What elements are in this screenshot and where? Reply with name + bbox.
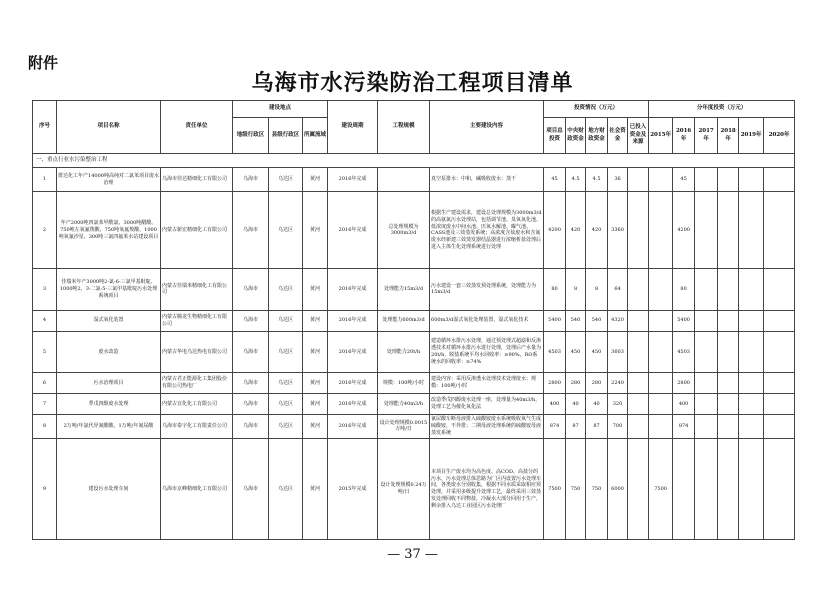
cell-local: 450	[586, 331, 608, 373]
cell-empty	[764, 192, 795, 269]
cell-region: 乌海市	[233, 269, 269, 311]
cell-social: 320	[608, 394, 628, 415]
cell-empty	[739, 414, 764, 438]
cell-empty	[695, 310, 718, 331]
cell-region: 乌海市	[233, 168, 269, 192]
header-scale: 工程规模	[378, 101, 430, 154]
table-row	[33, 192, 795, 269]
cell-name: 年产2000吨四氯苯甲酰氯、3000吨醋酸、750吨左氧氟羧酸、750吨氧氟羧酸、1000吨氧氟沙星、300吨三氯四氟苯水站建设项目	[57, 192, 161, 269]
cell-empty	[718, 439, 739, 540]
table-row	[33, 394, 795, 415]
table-row	[33, 310, 795, 331]
cell-y2016: 2800	[673, 373, 695, 394]
cell-content: 真空泵排水：中和，碱吸收废水：蒸干	[430, 168, 544, 192]
cell-empty	[739, 394, 764, 415]
cell-y2016: 80	[673, 269, 695, 311]
header-central: 中央财政资金	[566, 118, 586, 154]
cell-empty	[764, 269, 795, 311]
cell-empty	[695, 168, 718, 192]
cell-name: 佳瑞米年产3000吨2-氯-6-三氯甲基吡啶、1000吨2，3-二氯-5-三氯甲基吡啶污水处理系统项目	[57, 269, 161, 311]
cell-local: 8	[586, 269, 608, 311]
header-county: 县级行政区	[269, 118, 303, 154]
cell-seq: 4	[33, 310, 57, 331]
cell-seq: 2	[33, 192, 57, 269]
cell-content: 氰尿酸车断母液排入硫酸铵废水系统吸收氧气生成硫酸铵，不外排；二期母液处理系统的硫酸铵母液蒸发系统	[430, 414, 544, 438]
cell-scale: 总处理规模为3000m3/d	[378, 192, 430, 269]
table-row	[33, 331, 795, 373]
cell-arranged	[628, 168, 649, 192]
cell-period: 2016年完成	[328, 192, 378, 269]
cell-y2015	[649, 331, 673, 373]
cell-empty	[718, 192, 739, 269]
cell-empty	[718, 394, 739, 415]
header-year-2017: 2017年	[695, 118, 718, 154]
cell-unit: 乌海市京峰精细化工有限公司	[161, 439, 233, 540]
cell-arranged	[628, 439, 649, 540]
cell-name: 季戊四醇废水处理	[57, 394, 161, 415]
cell-central: 4.5	[566, 168, 586, 192]
cell-central: 40	[566, 394, 586, 415]
cell-central: 450	[566, 331, 586, 373]
cell-scale	[378, 168, 430, 192]
header-unit: 责任单位	[161, 101, 233, 154]
cell-central: 8	[566, 269, 586, 311]
cell-empty	[695, 331, 718, 373]
cell-y2016: 5400	[673, 310, 695, 331]
header-year-2019: 2019年	[739, 118, 764, 154]
cell-empty	[764, 331, 795, 373]
table-row	[33, 168, 795, 192]
cell-total: 874	[544, 414, 566, 438]
cell-basin: 黄河	[303, 192, 328, 269]
cell-y2015	[649, 168, 673, 192]
cell-basin: 黄河	[303, 439, 328, 540]
cell-region: 乌海市	[233, 373, 269, 394]
cell-seq: 5	[33, 331, 57, 373]
cell-arranged	[628, 192, 649, 269]
cell-total: 2800	[544, 373, 566, 394]
cell-social: 64	[608, 269, 628, 311]
cell-name: 排达化工年产14000吨高纯对二氯苯项目废水治理	[57, 168, 161, 192]
cell-seq: 1	[33, 168, 57, 192]
cell-y2015	[649, 414, 673, 438]
cell-empty	[718, 168, 739, 192]
cell-local: 750	[586, 439, 608, 540]
cell-empty	[739, 310, 764, 331]
cell-empty	[739, 439, 764, 540]
cell-social: 2240	[608, 373, 628, 394]
cell-unit: 内蒙古君正能源化工集团股份有限公司热电厂	[161, 373, 233, 394]
cell-scale: 处理能力15m3/d	[378, 269, 430, 311]
cell-social: 6000	[608, 439, 628, 540]
cell-content: 建设内容：采用反渗透水处理技术处理废水；规模：100吨/小时	[430, 373, 544, 394]
cell-empty	[695, 439, 718, 540]
header-content: 主要建设内容	[430, 101, 544, 154]
cell-empty	[739, 331, 764, 373]
cell-empty	[718, 269, 739, 311]
header-annual-group: 分年度投资（万元）	[649, 101, 795, 118]
cell-empty	[764, 414, 795, 438]
cell-county: 乌达区	[269, 373, 303, 394]
cell-seq: 7	[33, 394, 57, 415]
cell-period: 2016年完成	[328, 414, 378, 438]
cell-empty	[739, 168, 764, 192]
cell-content: 600m3/d湿式氧化处理装置，湿式氧化技术	[430, 310, 544, 331]
header-period: 建设周期	[328, 101, 378, 154]
cell-empty	[739, 269, 764, 311]
cell-county: 乌达区	[269, 168, 303, 192]
cell-empty	[764, 310, 795, 331]
cell-social: 3603	[608, 331, 628, 373]
cell-period: 2016年完成	[328, 168, 378, 192]
cell-arranged	[628, 269, 649, 311]
cell-scale: 处理能力40m3/h	[378, 394, 430, 415]
cell-content: 本项目生产废水均为高色度、高COD、高盐分的污水，污水处理总体思路为厂区内设置污水处理车间，各类废水分别收集，根据不同水质采取相应预处理，并采用多级提升处理工艺，最终采用三效蒸发处理回收不同物盐，冷凝水大部分回用于生产，剩余排入乌达工业园区污水处理厂	[430, 439, 544, 540]
cell-seq: 6	[33, 373, 57, 394]
cell-y2016: 400	[673, 394, 695, 415]
cell-local: 540	[586, 310, 608, 331]
cell-y2016: 45	[673, 168, 695, 192]
cell-unit: 内蒙古佳瑞米精细化工有限公司	[161, 269, 233, 311]
cell-local: 40	[586, 394, 608, 415]
header-invest-group: 投资情况（万元）	[544, 101, 649, 118]
cell-unit: 乌海市佳达精细化工有限公司	[161, 168, 233, 192]
cell-arranged	[628, 331, 649, 373]
cell-period: 2016年完成	[328, 331, 378, 373]
cell-empty	[739, 192, 764, 269]
cell-county: 乌达区	[269, 414, 303, 438]
page-number: — 37 —	[387, 547, 438, 562]
cell-arranged	[628, 394, 649, 415]
cell-local: 87	[586, 414, 608, 438]
cell-basin: 黄河	[303, 414, 328, 438]
cell-local: 420	[586, 192, 608, 269]
cell-period: 2016年完成	[328, 310, 378, 331]
table-row	[33, 414, 795, 438]
cell-y2015	[649, 394, 673, 415]
cell-scale: 设计处理规模0.0015万吨/日	[378, 414, 430, 438]
cell-arranged	[628, 310, 649, 331]
cell-county: 乌达区	[269, 394, 303, 415]
cell-empty	[695, 269, 718, 311]
cell-name: 污水治理项目	[57, 373, 161, 394]
cell-total: 4503	[544, 331, 566, 373]
cell-region: 乌海市	[233, 331, 269, 373]
cell-seq: 9	[33, 439, 57, 540]
document-title: 乌海市水污染防治工程项目清单	[251, 70, 574, 96]
header-local: 地方财政资金	[586, 118, 608, 154]
cell-total: 400	[544, 394, 566, 415]
cell-region: 乌海市	[233, 310, 269, 331]
cell-content: 改造季戊四醇废水处理一座，处理量为40m3/h，处理工艺为催化氧化法	[430, 394, 544, 415]
cell-period: 2016年完成	[328, 394, 378, 415]
header-social: 社会资金	[608, 118, 628, 154]
cell-empty	[695, 192, 718, 269]
cell-county: 乌达区	[269, 269, 303, 311]
cell-social: 4320	[608, 310, 628, 331]
cell-name: 废水改造	[57, 331, 161, 373]
cell-y2015: 7500	[649, 439, 673, 540]
cell-content: 建造循环水排污水处理，通过预处理式超滤和反渗透技术对循环水排污水进行处理，处理后产水量为20t/h，脱盐系统平均水回收率：≥90%，RO系统水的回收率：≥74%	[430, 331, 544, 373]
cell-total: 7500	[544, 439, 566, 540]
header-seq: 序号	[33, 101, 57, 154]
header-total: 项目总投资	[544, 118, 566, 154]
cell-y2015	[649, 192, 673, 269]
project-table	[32, 100, 795, 540]
cell-empty	[695, 414, 718, 438]
cell-empty	[695, 373, 718, 394]
cell-name: 湿式氧化装置	[57, 310, 161, 331]
cell-empty	[718, 373, 739, 394]
cell-content: 根据生产建设需求，建设总处理规模为3000m3/d的高氨氮污水处理站，包括调节池、臭氧氧化池、低浓度废水中间水池、厌氧水解池、曝气池、CASS池及三效蒸发系统；高浓度含盐废水和含氰废水经新建三效蒸发器结晶器进行浓缩析盐处理后进入主体生化处理系统进行处理	[430, 192, 544, 269]
cell-region: 乌海市	[233, 394, 269, 415]
cell-central: 750	[566, 439, 586, 540]
header-year-2018: 2018年	[718, 118, 739, 154]
cell-name: 建设污水处理车间	[57, 439, 161, 540]
cell-unit: 内蒙古华电乌达热电有限公司	[161, 331, 233, 373]
cell-central: 420	[566, 192, 586, 269]
header-year-2015: 2015年	[649, 118, 673, 154]
attachment-label: 附件	[28, 54, 59, 72]
cell-empty	[764, 394, 795, 415]
cell-empty	[764, 439, 795, 540]
cell-basin: 黄河	[303, 269, 328, 311]
header-region: 地级行政区	[233, 118, 269, 154]
cell-unit: 内蒙古宜化化工有限公司	[161, 394, 233, 415]
cell-basin: 黄河	[303, 310, 328, 331]
header-arranged: 已投入资金及来源	[628, 118, 649, 154]
cell-scale: 设计处理规模0.24万吨/日	[378, 439, 430, 540]
cell-total: 4200	[544, 192, 566, 269]
cell-unit: 乌海市泰宇化工有限责任公司	[161, 414, 233, 438]
cell-total: 45	[544, 168, 566, 192]
cell-county: 乌达区	[269, 310, 303, 331]
cell-basin: 黄河	[303, 373, 328, 394]
cell-y2016	[673, 439, 695, 540]
cell-basin: 黄河	[303, 331, 328, 373]
cell-county: 乌达区	[269, 331, 303, 373]
cell-region: 乌海市	[233, 192, 269, 269]
cell-empty	[764, 373, 795, 394]
cell-central: 87	[566, 414, 586, 438]
cell-period: 2016年完成	[328, 269, 378, 311]
cell-total: 80	[544, 269, 566, 311]
cell-y2016: 4200	[673, 192, 695, 269]
cell-empty	[695, 394, 718, 415]
cell-name: 2万吨/年氯代异氰酸酸，1万吨/年氰尿酸	[57, 414, 161, 438]
cell-county: 乌达区	[269, 192, 303, 269]
cell-central: 540	[566, 310, 586, 331]
cell-scale: 处理能力600m3/d	[378, 310, 430, 331]
cell-local: 4.5	[586, 168, 608, 192]
cell-region: 乌海市	[233, 414, 269, 438]
cell-y2015	[649, 373, 673, 394]
cell-region: 乌海市	[233, 439, 269, 540]
cell-empty	[739, 373, 764, 394]
header-name: 项目名称	[57, 101, 161, 154]
cell-empty	[718, 310, 739, 331]
cell-content: 污水建设一套三效蒸发预处理系统，处理能力为15m3/d	[430, 269, 544, 311]
cell-y2015	[649, 269, 673, 311]
section-title: 一、重点行业水污染整治工程	[33, 154, 795, 168]
cell-social: 36	[608, 168, 628, 192]
cell-arranged	[628, 373, 649, 394]
cell-unit: 内蒙古腾龙生物精细化工有限公司	[161, 310, 233, 331]
header-year-2020: 2020年	[764, 118, 795, 154]
cell-scale: 规模：100吨/小时	[378, 373, 430, 394]
cell-empty	[718, 331, 739, 373]
cell-unit: 内蒙古新宏精细化工有限公司	[161, 192, 233, 269]
cell-empty	[718, 414, 739, 438]
cell-basin: 黄河	[303, 394, 328, 415]
table-row	[33, 269, 795, 311]
cell-y2016: 4503	[673, 331, 695, 373]
header-location-group: 建设地点	[233, 101, 328, 118]
cell-empty	[764, 168, 795, 192]
cell-period: 2016年完成	[328, 373, 378, 394]
header-basin: 所属流域	[303, 118, 328, 154]
cell-seq: 3	[33, 269, 57, 311]
cell-arranged	[628, 414, 649, 438]
table-row	[33, 373, 795, 394]
cell-y2015	[649, 310, 673, 331]
cell-basin: 黄河	[303, 168, 328, 192]
cell-scale: 处理能力20t/h	[378, 331, 430, 373]
cell-seq: 8	[33, 414, 57, 438]
cell-period: 2015年完成	[328, 439, 378, 540]
cell-local: 280	[586, 373, 608, 394]
cell-central: 280	[566, 373, 586, 394]
table-row	[33, 439, 795, 540]
header-year-2016: 2016年	[673, 118, 695, 154]
cell-county: 乌达区	[269, 439, 303, 540]
cell-social: 3360	[608, 192, 628, 269]
cell-y2016: 874	[673, 414, 695, 438]
cell-social: 700	[608, 414, 628, 438]
cell-total: 5400	[544, 310, 566, 331]
